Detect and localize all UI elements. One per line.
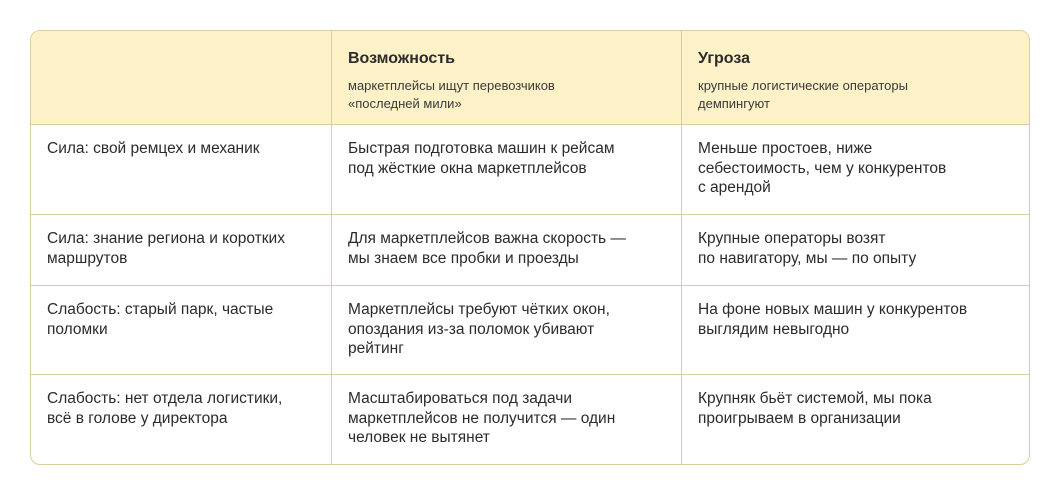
text-line: поломки: [47, 320, 108, 338]
subtitle-line: маркетплейсы ищут перевозчиков: [348, 78, 555, 93]
text-line: под жёсткие окна маркетплейсов: [348, 159, 587, 177]
table-row: [31, 374, 1029, 464]
threat-cell: [681, 286, 1029, 374]
row-label-cell: [31, 375, 331, 464]
table-row: [31, 124, 1029, 214]
threat-cell: [681, 215, 1029, 285]
opportunity-cell: [331, 215, 681, 285]
row-label-cell: [31, 125, 331, 214]
opportunity-column-title: Возможность: [348, 50, 455, 67]
text-line: себестоимость, чем у конкурентов: [698, 159, 947, 177]
text-line: Маркетплейсы требуют чётких окон,: [348, 301, 610, 318]
text-line: проигрываем в организации: [698, 409, 901, 427]
opportunity-column-subtitle: [348, 77, 665, 112]
table-row: [31, 285, 1029, 374]
text-line: маркетплейсов не получится — один: [348, 409, 616, 427]
row-label-cell: [31, 215, 331, 285]
text-line: человек не вытянет: [348, 429, 490, 446]
threat-cell: [681, 375, 1029, 464]
row-label-cell: [31, 286, 331, 374]
opportunity-cell: [331, 375, 681, 464]
text-line: Слабость: нет отдела логистики,: [47, 390, 283, 407]
subtitle-line: «последней мили»: [348, 95, 462, 111]
text-line: Крупняк бьёт системой, мы пока: [698, 390, 932, 407]
opportunity-cell: [331, 125, 681, 214]
text-line: Быстрая подготовка машин к рейсам: [348, 140, 615, 157]
threat-cell: [681, 125, 1029, 214]
text-line: Сила: свой ремцех и механик: [47, 140, 260, 157]
text-line: На фоне новых машин у конкурентов: [698, 301, 968, 318]
header-threat-cell: [681, 31, 1029, 124]
text-line: мы знаем все пробки и проезды: [348, 249, 579, 267]
subtitle-line: крупные логистические операторы: [698, 78, 908, 93]
table-row: [31, 214, 1029, 285]
header-corner-cell: [31, 31, 331, 124]
text-line: с арендой: [698, 179, 771, 196]
text-line: опоздания из-за поломок убивают: [348, 320, 595, 338]
threat-column-subtitle: [698, 77, 1013, 112]
text-line: рейтинг: [348, 340, 404, 357]
text-line: всё в голове у директора: [47, 409, 228, 427]
swot-table: [30, 30, 1030, 465]
text-line: Для маркетплейсов важна скорость —: [348, 230, 626, 247]
subtitle-line: демпингуют: [698, 95, 770, 111]
text-line: Масштабироваться под задачи: [348, 390, 572, 407]
table-header-row: [31, 31, 1029, 124]
text-line: выглядим невыгодно: [698, 320, 850, 338]
text-line: Сила: знание региона и коротких: [47, 230, 285, 247]
text-line: Слабость: старый парк, частые: [47, 301, 274, 318]
threat-column-title: Угроза: [698, 50, 750, 67]
header-opportunity-cell: [331, 31, 681, 124]
text-line: Меньше простоев, ниже: [698, 140, 873, 157]
text-line: Крупные операторы возят: [698, 230, 886, 247]
opportunity-cell: [331, 286, 681, 374]
text-line: маршрутов: [47, 249, 128, 267]
text-line: по навигатору, мы — по опыту: [698, 249, 917, 267]
